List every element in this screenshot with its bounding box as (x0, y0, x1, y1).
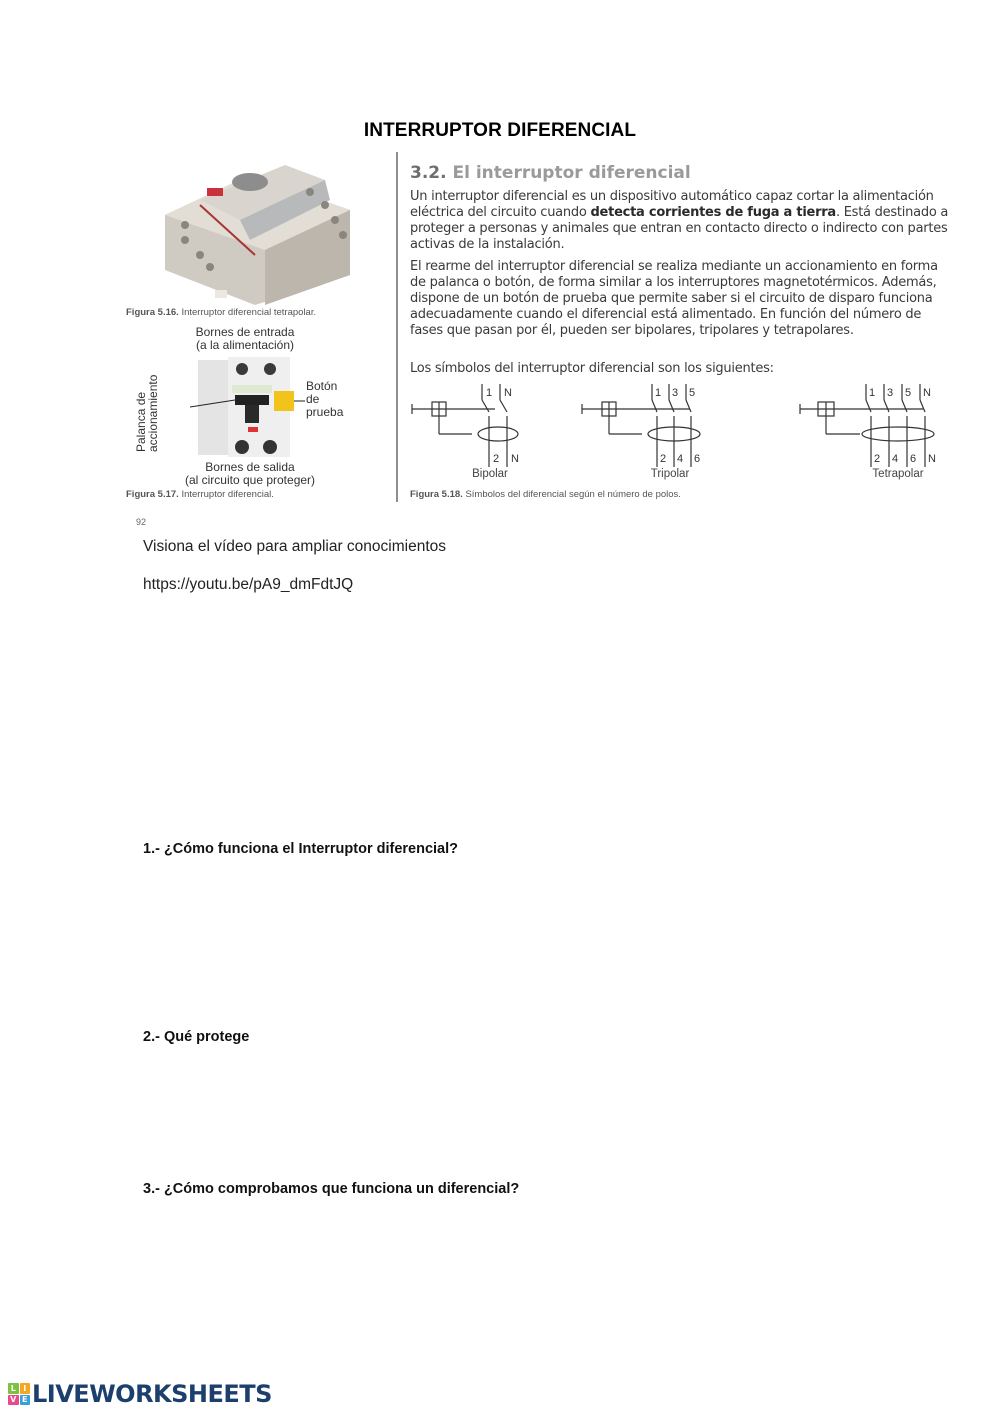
label-boton-prueba: Botón de prueba (306, 379, 344, 419)
figure-5-16-caption: Figura 5.16. Interruptor diferencial tetrapolar. (126, 307, 317, 318)
svg-text:N: N (928, 453, 936, 465)
question-3: 3.- ¿Cómo comprobamos que funciona un diferencial? (143, 1181, 520, 1197)
svg-text:3: 3 (672, 387, 679, 399)
svg-text:5: 5 (689, 387, 696, 399)
page-number: 92 (136, 517, 147, 527)
symbol-bipolar (410, 382, 520, 482)
video-link[interactable]: https://youtu.be/pA9_dmFdtJQ (143, 576, 354, 593)
figure-5-18-caption: Figura 5.18. Símbolos del diferencial según el número de polos. (410, 489, 681, 500)
svg-text:1: 1 (869, 387, 876, 399)
svg-text:2: 2 (874, 453, 881, 465)
symbol-tripolar (580, 382, 710, 482)
svg-text:1: 1 (655, 387, 662, 399)
question-2: 2.- Qué protege (143, 1029, 250, 1045)
symbol-bipolar-label: Bipolar (472, 468, 508, 480)
column-divider (396, 152, 398, 502)
rcd-bipolar-photo (190, 355, 305, 460)
video-prompt: Visiona el vídeo para ampliar conocimientos (143, 538, 446, 555)
label-palanca-accionamiento: Palanca de accionamiento (134, 374, 160, 452)
label-bornes-salida: Bornes de salida (al circuito que proteger) (184, 460, 316, 487)
svg-text:6: 6 (694, 453, 701, 465)
svg-text:2: 2 (660, 453, 667, 465)
paragraph-simbolos-intro: Los símbolos del interruptor diferencial son los siguientes: (410, 361, 774, 376)
question-1: 1.- ¿Cómo funciona el Interruptor diferencial? (143, 841, 458, 857)
symbol-tetrapolar-label: Tetrapolar (872, 468, 924, 480)
symbol-tetrapolar (798, 382, 943, 482)
label-bornes-entrada: Bornes de entrada (a la alimentación) (195, 325, 295, 352)
figure-5-17-caption: Figura 5.17. Interruptor diferencial. (126, 489, 274, 500)
paragraph-rearme: El rearme del interruptor diferencial se realiza mediante un accionamiento en forma de palanca o botón, de forma similar a los interruptores magnetotérmicos. Además, dispone de un botón de prueba que permite saber si el circuito de disparo funciona adecuadamente cuando el diferencial está alimentado. En función del número de fases que pasan por él, pueden ser bipolares, tripolares y tetrapolares. (410, 259, 938, 338)
logo-text: LIVEWORKSHEETS (32, 1380, 272, 1408)
svg-text:6: 6 (910, 453, 917, 465)
liveworksheets-logo[interactable] (8, 1381, 272, 1407)
svg-text:5: 5 (905, 387, 912, 399)
symbol-tripolar-label: Tripolar (650, 468, 690, 480)
svg-text:N: N (923, 387, 931, 399)
svg-text:N: N (511, 453, 519, 465)
svg-text:1: 1 (486, 387, 493, 399)
page-title: INTERRUPTOR DIFERENCIAL (363, 120, 637, 141)
svg-text:2: 2 (493, 453, 500, 465)
svg-text:3: 3 (887, 387, 894, 399)
rcd-tetrapolar-photo (155, 160, 355, 305)
svg-text:4: 4 (677, 453, 684, 465)
live-blocks-icon: L I V E (8, 1383, 30, 1405)
paragraph-definition: Un interruptor diferencial es un dispositivo automático capaz cortar la alimentación eléctrica del circuito cuando detecta corrientes de fuga a tierra. Está destinado a proteger a personas y animales que entran en contacto directo o indirecto con partes activas de la instalación. (410, 189, 949, 252)
svg-text:N: N (504, 387, 512, 399)
section-heading: 3.2. El interruptor diferencial (410, 163, 691, 183)
svg-text:4: 4 (892, 453, 899, 465)
